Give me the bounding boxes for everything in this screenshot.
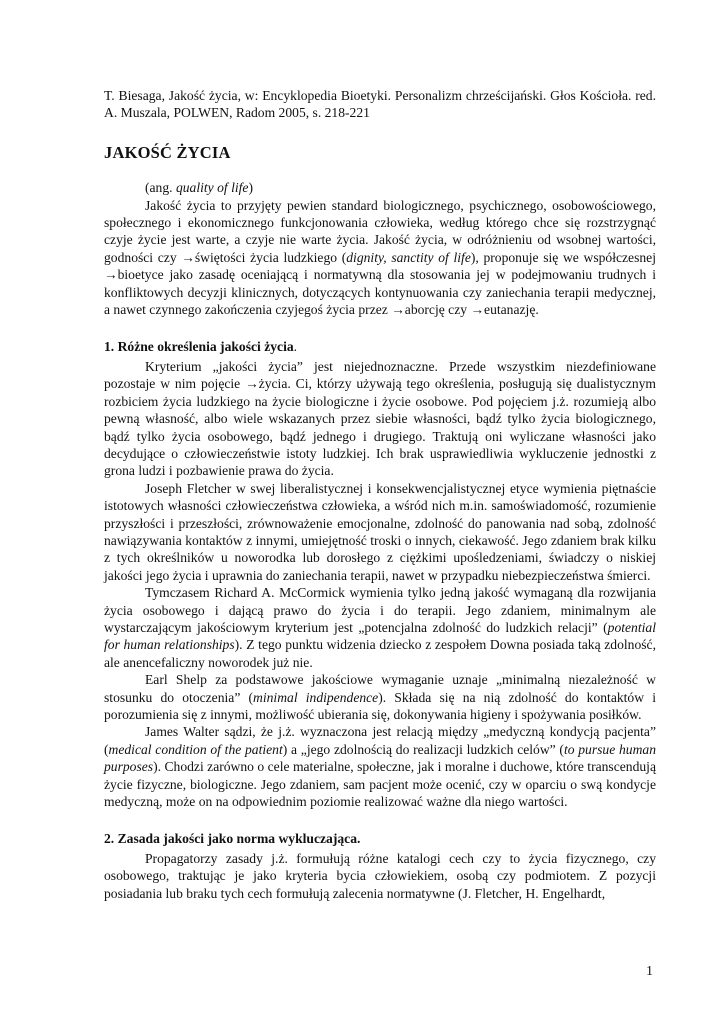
section1-paragraph-1: Kryterium „jakości życia” jest niejednoznaczne. Przede wszystkim niezdefiniowane pozostaje w nim pojęcie →życia. Ci, którzy używają tego określenia, posługują się dualistycznym rozbiciem życia ludzkiego na życie biologiczne i życie osobowe. Pod pojęciem j.ż. rozumieją albo pewną własność, albo wiele wskazanych przez siebie własności, bądź tylko życia biologicznego, bądź tylko życia osobowego, bądź jednego i drugiego. Traktują oni wyliczane własności jako decydujące o człowieczeństwie istoty ludzkiej. Ich brak usprawiedliwia wykluczenie jednostki z grona ludzi i pozbawienie prawa do życia. — [104, 358, 656, 479]
section-heading-dot: . — [293, 339, 298, 355]
section2-paragraph-1: Propagatorzy zasady j.ż. formułują różne katalogi cech czy to życia fizycznego, czy osobowego, traktując je jako kryteria bycia człowiekiem, osobą czy podmiotem. Z pozycji posiadania lub braku tych cech formułują zalecenia normatywne (J. Fletcher, H. Engelhardt, — [104, 850, 656, 901]
document-body — [104, 87, 656, 902]
intro-english-term — [104, 179, 656, 196]
text-segment: Earl Shelp za podstawowe jakościowe wymaganie uznaje „minimalną niezależność w stosunku do otoczenia” ( — [104, 672, 656, 705]
text-segment: Jakość życia to przyjęty pewien standard biologicznego, psychicznego, osobowościowego, społecznego i ekonomicznego funkcjonowania człowieka, według którego chce się rozstrzygnąć czyje życie jest warte, a czyje nie warte życia. Jakość życia, w odróżnieniu od wsobnej wartości, godności czy →świętości życia ludzkiego ( — [104, 197, 656, 265]
text-segment: ), proponuje się we współczesnej →bioetyce jako zasadę oceniającą i normatywną dla stosowania jej w podejmowaniu trudnych i konfliktowych decyzji klinicznych, dotyczących kontynuowania czy zaniechania terapii medycznej, a nawet czynnego zakończenia czyjegoś życia przez →aborcję czy →eutanazję. — [104, 249, 656, 318]
section1-paragraph-3 — [104, 584, 656, 671]
text-segment: ). Składa się na nią zdolność do kontaktów i porozumienia się z innymi, możliwość ubierania się, dokonywania higieny i spożywania posiłków. — [104, 689, 656, 722]
page-number: 1 — [646, 964, 653, 979]
italic-term: minimal indipendence — [253, 689, 379, 705]
italic-term: potential for human relationships — [104, 619, 656, 653]
article-title: JAKOŚĆ ŻYCIA — [104, 142, 231, 162]
text-segment: ) a „jego zdolnością do realizacji ludzkich celów” ( — [282, 741, 564, 757]
text-segment: ) — [248, 180, 253, 196]
section-heading-1 — [104, 338, 656, 355]
section-heading-text: 1. Różne określenia jakości życia — [104, 339, 294, 355]
citation: T. Biesaga, Jakość życia, w: Encyklopedia Bioetyki. Personalizm chrześcijański. Głos Kościoła. red. A. Muszala, POLWEN, Radom 2005, s. 218-221 — [104, 88, 656, 121]
section-heading-2: 2. Zasada jakości jako norma wykluczająca. — [104, 831, 361, 847]
section1-paragraph-2: Joseph Fletcher w swej liberalistycznej i konsekwencjalistycznej etyce wymienia piętnaście istotowych własności człowieczeństwa człowieka, a wśród nich m.in. samoświadomość, rozumienie przyszłości i przeszłości, zrównoważenie emocjonalne, zdolność do panowania nad sobą, zdolność nawiązywania kontaktów z innymi, umiejętność troski o innych, ciekawość. Jego zdaniem brak kilku z tych określników u noworodka lub dorosłego z ciężkimi upośledzeniami, świadczy o niskiej jakości jego życia i uprawnia do zaniechania terapii, nawet w przypadku niebezpieczeństwa śmierci. — [104, 480, 656, 583]
italic-term: medical condition of the patient — [108, 741, 283, 757]
italic-term: dignity, sanctity of life — [346, 249, 471, 265]
text-segment: ). Chodzi zarówno o cele materialne, społeczne, jak i moralne i duchowe, które transcendują życie fizyczne, biologiczne. Jego zdaniem, sam pacjent może ocenić, czy w oparciu o swą kondycje medyczną, może on na odpowiednim poziomie realizować ważne dla niego wartości. — [104, 759, 656, 810]
text-segment: (ang. — [145, 180, 176, 196]
text-segment: ). Z tego punktu widzenia dziecko z zespołem Downa posiada taką zdolność, ale anencefaliczny noworodek już nie. — [104, 637, 656, 670]
text-segment: James Walter sądzi, że j.ż. wyznaczona jest relacją między „medyczną kondycją pacjenta” ( — [104, 724, 656, 757]
section1-paragraph-4 — [104, 671, 656, 723]
intro-paragraph — [104, 197, 656, 319]
italic-term: quality of life — [175, 180, 249, 196]
italic-term: to pursue human purposes — [104, 741, 656, 775]
text-segment: Tymczasem Richard A. McCormick wymienia tylko jedną jakość wymaganą dla rozwijania życia osobowego i dającą prawo do życia i do terapii. Jego zdaniem, minimalnym ale wystarczającym jakościowym kryterium jest „potencjalna zdolność do ludzkich relacji” ( — [104, 585, 656, 635]
section1-paragraph-5 — [104, 723, 656, 810]
